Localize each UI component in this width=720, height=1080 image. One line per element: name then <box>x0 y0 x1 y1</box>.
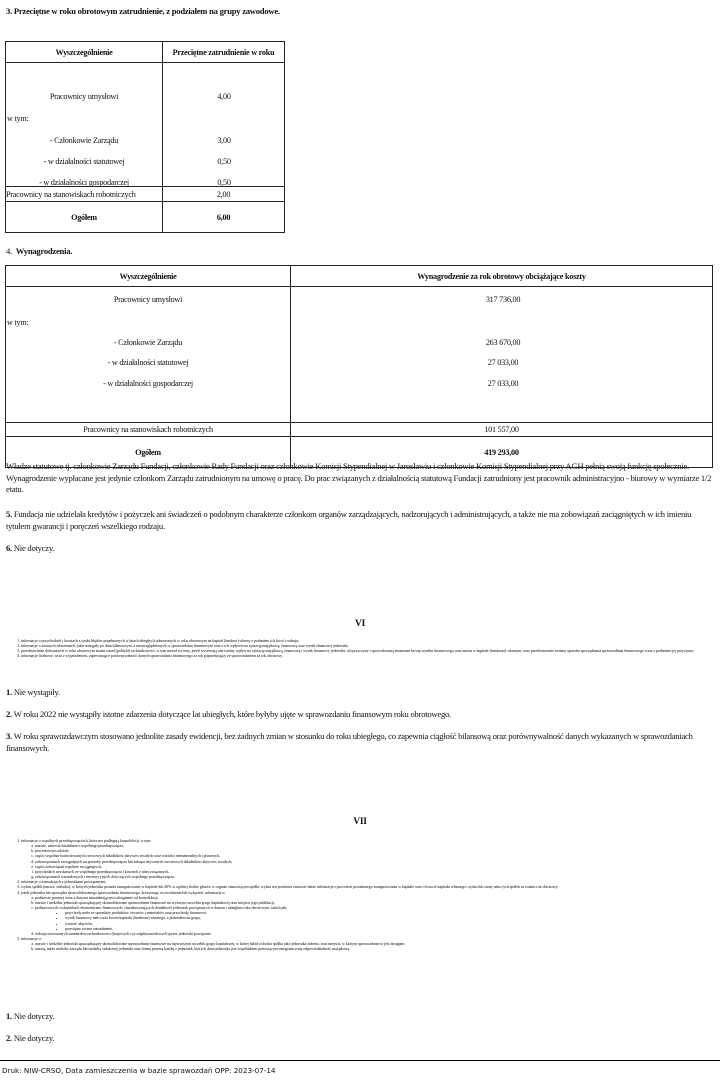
section-vii-point-2: 2. Nie dotyczy. <box>6 1033 55 1043</box>
row-label-w-tym: w tym: <box>7 318 29 327</box>
requirement-item: 1. informacje o przychodach i kosztach z tytułu błędów popełnionych w latach ubiegłych odnoszonych w roku obrotowym na kapitał (fundusz) własny z podaniem ich kwot i rodzaju; <box>21 638 710 643</box>
sub-item: a. podstawie prawnej wraz z danymi uzasadniającymi odstąpienie od konsolidacji, <box>35 895 710 900</box>
sub-item: g. zobowiązaniach warunkowych i inwestycyjnych dotyczących wspólnego przedsięwzięcia; <box>35 874 710 879</box>
value-manual: 2,00 <box>163 187 285 202</box>
salary-table <box>5 265 713 468</box>
row-label-w-tym: w tym: <box>7 114 29 123</box>
sub-item: c. podstawowych wskaźnikach ekonomiczno-finansowych, charakteryzujących działalność jednostek powiązanych w danym i ubiegłym roku obrotowym, takich jak: • przychody netto ze sprzedaży produktów, towarów i materiałów oraz przychody finansowe, • wynik finansowy netto oraz kwota kapitału (funduszu) własnego, z podziałem na grupy, • wartość aktywów, • przeciętne roczne zatrudnienie, <box>35 905 710 931</box>
bullet-item: • przychody netto ze sprzedaży produktów, towarów i materiałów oraz przychody finansowe, <box>65 910 710 915</box>
value-board: 3,00 <box>217 136 231 145</box>
sub-item: b. nazwę, adres siedziby zarządu lub siedziby statutowej jednostki oraz formę prawną każdej z jednostek, których dana jednostka jest wspólnikiem ponoszącym nieograniczoną odpowiedzialność majątkową. <box>35 946 710 951</box>
row-label-manual: Pracownicy na stanowiskach robotniczych <box>6 187 163 202</box>
row-label-statutory: - w działalności statutowej <box>107 358 189 367</box>
footer-print-info: Druk: NIW-CRSO, Data zamieszczenia w bazie sprawozdań OPP: 2023-07-14 <box>2 1066 276 1075</box>
value-total: 419 293,00 <box>291 437 713 468</box>
row-label-office: Pracownicy umysłowi <box>49 92 119 101</box>
value-business: 27 033,00 <box>487 379 519 388</box>
sub-item: b. procentowym udziale, <box>35 848 710 853</box>
value-statutory: 0,50 <box>217 157 231 166</box>
col-header-item: Wyszczególnienie <box>6 42 163 63</box>
sub-item: c. części wspólnie kontrolowanych rzeczowych składników aktywów trwałych oraz wartości niematerialnych i prawnych, <box>35 853 710 858</box>
value-total: 6,00 <box>163 202 285 233</box>
row-label-total: Ogółem <box>6 202 163 233</box>
requirement-item: 4. jeżeli jednostka nie sporządza skonsolidowanego sprawozdania finansowego, korzystając ze zwolnienia lub wyłączeń, informacje o: a. podstawie prawnej wraz z danymi uzasadniającymi odstąpienie od konsolidacji, b. nazwie i siedzibie jednostki sporządzającej skonsolidowane sprawozdanie finansowe na wyższym szczeblu grupy kapitałowej oraz miejscu jego publikacji, c. podstawowych wskaźnikach ekonomiczno-finansowych, charakteryzujących działalność jednostek powiązanych w danym i ubiegłym roku obrotowym, takich jak: • przychody netto ze sprzedaży produktów, towarów i materiałów oraz przychody finansowe, • wynik finansowy netto oraz kwota kapitału (funduszu) własnego, z podziałem na grupy, • wartość aktywów, • przeciętne roczne zatrudnienie, d. rodzaju stosowanych standardów rachunkowości (krajowych czy międzynarodowych) przez jednostki powiązane; <box>21 890 710 936</box>
sub-item: e. części zobowiązań wspólnie zaciągniętych, <box>35 864 710 869</box>
paragraph-6: 6. Nie dotyczy. <box>6 543 55 553</box>
sub-item: b. nazwie i siedzibie jednostki sporządzającej skonsolidowane sprawozdanie finansowe na wyższym szczeblu grupy kapitałowej oraz miejscu jego publikacji, <box>35 900 710 905</box>
row-label-board: - Członkowie Zarządu <box>49 136 119 145</box>
employment-table <box>5 41 285 233</box>
section-4-title: 4. Wynagrodzenia. <box>6 246 73 256</box>
requirement-item: 5. informacje o: a. nazwie i siedzibie jednostki sporządzającej skonsolidowane sprawozdanie finansowe na najwyższym szczeblu grupy kapitałowej, w której skład wchodzi spółka jako jednostka zależna, oraz miejscu, w którym sprawozdanie to jest dostępne, b. nazwę, adres siedziby zarządu lub siedziby statutowej jednostki oraz formę prawną każdej z jednostek, których dana jednostka jest wspólnikiem ponoszącym nieograniczoną odpowiedzialność majątkową. <box>21 936 710 951</box>
section-vi-requirements <box>4 638 710 659</box>
row-label-total: Ogółem <box>6 437 291 468</box>
sub-item: d. rodzaju stosowanych standardów rachunkowości (krajowych czy międzynarodowych) przez jednostki powiązane; <box>35 931 710 936</box>
requirement-item: 2. informacje o istotnych zdarzeniach, jakie nastąpiły po dniu bilansowym, a nieuwzględnionych w sprawozdaniu finansowym oraz o ich wpływie na sytuację majątkową, finansową oraz wynik finansowy jednostki; <box>21 643 710 648</box>
row-label-office: Pracownicy umysłowi <box>113 295 183 304</box>
requirement-item: 3. wykaz spółek (nazwa, siedziba), w których jednostka posiada zaangażowanie w kapitale lub 20% w ogólnej liczbie głosów w organie stanowiącym spółki; wykaz ten powinien zawierać także informacje o procencie posiadanego zaangażowania w kapitale oraz o kwocie kapitału własnego i zysku lub straty netto tych spółek za ostatni rok obrotowy; <box>21 884 710 889</box>
section-vii-point-1: 1. Nie dotyczy. <box>6 1011 55 1021</box>
salary-values <box>291 287 713 423</box>
statutory-bodies-paragraph: Władze statutowe tj. członkowie Zarządu Fundacji, członkowie Rady Fundacji oraz członkowie Komisji Stypendialnej w Jarosławiu i członkowie Komisji Stypendialnej przy AGH pełnią swoją funkcję społecznie. Wynagrodzenie wypłacane jest jedynie członkom Zarządu zatrudnionym na umowę o pracę. Do prac związanych z działalnością statutową Fundacji zatrudniony jest pracownik administracyjno - biurowy w wymiarze 1/2 etatu. <box>6 461 712 495</box>
row-label-board: - Członkowie Zarządu <box>113 338 183 347</box>
employee-categories <box>6 63 163 187</box>
requirement-item: 3. przedstawienie dokonanych w roku obrotowym zmian zasad (polityki) rachunkowości, w tym metod wyceny, jeżeli wywierają one istotny wpływ na sytuację majątkową, finansową i wynik finansowy jednostki, ich przyczyny i spowodowaną zmianami kwotę wyniku finansowego oraz zmian w kapitale (funduszu) własnym, oraz przedstawienie zmiany sposobu sporządzania sprawozdania finansowego wraz z podaniem jej przyczyny; <box>21 648 710 653</box>
employment-values <box>163 63 285 187</box>
value-office: 4,00 <box>217 92 231 101</box>
value-office: 317 736,00 <box>485 295 521 304</box>
bullet-item: • wynik finansowy netto oraz kwota kapitału (funduszu) własnego, z podziałem na grupy, <box>65 915 710 920</box>
salary-categories <box>6 287 291 423</box>
value-board: 263 670,00 <box>485 338 521 347</box>
section-vii-requirements <box>4 838 710 951</box>
section-vi-heading: VI <box>354 619 366 629</box>
col-header-salary: Wynagrodzenie za rok obrotowy obciążające koszty <box>291 266 713 287</box>
section-vi-point-2: 2. W roku 2022 nie wystąpiły istotne zdarzenia dotyczące lat ubiegłych, które byłyby ujęte w sprawozdaniu finansowym roku obrotowego. <box>6 709 451 719</box>
sub-item: a. nazwie i siedzibie jednostki sporządzającej skonsolidowane sprawozdanie finansowe na najwyższym szczeblu grupy kapitałowej, w której skład wchodzi spółka jako jednostka zależna, oraz miejscu, w którym sprawozdanie to jest dostępne, <box>35 941 710 946</box>
value-statutory: 27 033,00 <box>487 358 519 367</box>
col-header-employment: Przeciętne zatrudnienie w roku <box>163 42 285 63</box>
paragraph-5: 5. Fundacja nie udzielała kredytów i pożyczek ani świadczeń o podobnym charakterze członkom organów zarządzających, nadzorujących i administrujących, a także nie ma zobowiązań zaciągniętych w ich imieniu tytułem gwarancji i poręczeń wszelkiego rodzaju. <box>6 509 692 531</box>
requirement-item: 4. informacje liczbowe, wraz z wyjaśnieniem, zapewniające porównywalność danych sprawozdania finansowego za rok poprzedzający ze sprawozdaniem za rok obrotowy. <box>21 653 710 658</box>
bullet-item: • przeciętne roczne zatrudnienie, <box>65 926 710 931</box>
row-label-manual: Pracownicy na stanowiskach robotniczych <box>6 423 291 437</box>
requirement-item: 2. informacje o transakcjach z jednostkami powiązanymi; <box>21 879 710 884</box>
row-label-business: - w działalności gospodarczej <box>103 379 193 388</box>
value-business: 0,50 <box>217 178 231 187</box>
value-manual: 101 557,00 <box>291 423 713 437</box>
sub-item: d. zobowiązaniach zaciągniętych na potrzeby przedsięwzięcia lub zakupu używanych rzeczowych składników aktywów trwałych, <box>35 859 710 864</box>
section-3-title: 3. Przeciętne w roku obrotowym zatrudnienie, z podziałem na grupy zawodowe. <box>6 6 280 16</box>
sub-item: f. przychodach uzyskanych ze wspólnego przedsięwzięcia i kosztach z nimi związanych, <box>35 869 710 874</box>
requirement-item: 1. informacje o wspólnych przedsięwzięciach, które nie podlegają konsolidacji, w tym: a. nazwie, zakresie działalności wspólnego przedsięwzięcia, b. procentowym udziale, c. części wspólnie kontrolowanych rzeczowych składników aktywów trwałych oraz wartości niematerialnych i prawnych, d. zobowiązaniach zaciągniętych na potrzeby przedsięwzięcia lub zakupu używanych rzeczowych składników aktywów trwałych, e. części zobowiązań wspólnie zaciągniętych, f. przychodach uzyskanych ze wspólnego przedsięwzięcia i kosztach z nimi związanych, g. zobowiązaniach warunkowych i inwestycyjnych dotyczących wspólnego przedsięwzięcia; <box>21 838 710 879</box>
row-label-statutory: - w działalności statutowej <box>43 157 125 166</box>
col-header-item: Wyszczególnienie <box>6 266 291 287</box>
bullet-item: • wartość aktywów, <box>65 921 710 926</box>
section-vii-heading: VII <box>353 817 367 827</box>
sub-item: a. nazwie, zakresie działalności wspólnego przedsięwzięcia, <box>35 843 710 848</box>
section-vi-point-3: 3. W roku sprawozdawczym stosowano jednolite zasady ewidencji, bez żadnych zmian w stosunku do roku ubiegłego, co zapewnia ciągłość bilansową oraz porównywalność danych wykazanych w sprawozdaniach finansowych. <box>6 731 693 753</box>
row-label-business: - w działalności gospodarczej <box>39 178 129 187</box>
section-vi-point-1: 1. Nie wystąpiły. <box>6 687 60 697</box>
footer-divider <box>0 1060 720 1061</box>
